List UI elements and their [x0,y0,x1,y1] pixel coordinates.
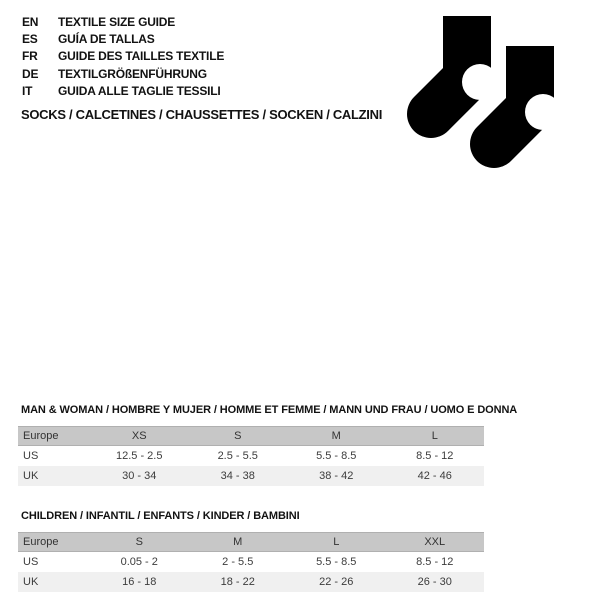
header-cell-region: Europe [23,536,59,548]
size-value: 8.5 - 12 [416,450,454,462]
header-cell-size: M [331,430,341,442]
header-cell-size: S [234,430,242,442]
header-cell-size: L [333,536,340,548]
size-value: 42 - 46 [417,470,452,482]
size-value: 5.5 - 8.5 [316,450,357,462]
language-row-de [22,65,224,82]
size-value: 18 - 22 [220,576,255,588]
size-value: 34 - 38 [220,470,255,482]
row-label: US [23,450,39,462]
table-header-row [18,426,484,446]
language-row-es [22,30,224,47]
language-row-it [22,82,224,99]
language-label: GUIDA ALLE TAGLIE TESSILI [58,83,221,98]
language-list [22,13,224,99]
language-row-fr [22,48,224,65]
language-code: EN [22,14,39,29]
language-code: ES [22,31,38,46]
size-value: 26 - 30 [417,576,452,588]
size-table-children [18,532,484,592]
header-cell-region: Europe [23,430,59,442]
language-label: GUÍA DE TALLAS [58,31,155,46]
size-value: 5.5 - 8.5 [316,556,357,568]
size-value: 2 - 5.5 [222,556,254,568]
man-woman-size-section [18,404,518,486]
language-code: DE [22,66,39,81]
row-label: US [23,556,39,568]
header-cell-size: M [233,536,243,548]
language-label: TEXTILE SIZE GUIDE [58,14,176,29]
table-row-uk [18,572,484,592]
size-value: 8.5 - 12 [416,556,454,568]
header-cell-size: L [431,430,438,442]
size-value: 16 - 18 [122,576,157,588]
row-label: UK [23,470,39,482]
table-header-row [18,532,484,552]
table-row-us [18,446,484,466]
language-code: IT [22,83,33,98]
row-label: UK [23,576,39,588]
table-row-uk [18,466,484,486]
size-table-title-man-woman: MAN & WOMAN / HOMBRE Y MUJER / HOMME ET FEMME / MANN UND FRAU / UOMO E DONNA [21,404,518,416]
category-heading: SOCKS / CALCETINES / CHAUSSETTES / SOCKEN / CALZINI [21,107,383,122]
size-value: 38 - 42 [319,470,354,482]
header-cell-size: XXL [424,536,446,548]
size-value: 0.05 - 2 [120,556,158,568]
size-value: 30 - 34 [122,470,157,482]
size-table-man-woman [18,426,484,486]
table-row-us [18,552,484,572]
size-table-title-children: CHILDREN / INFANTIL / ENFANTS / KINDER / BAMBINI [21,510,300,522]
language-row-en [22,13,224,30]
children-size-section [18,510,484,592]
header-cell-size: S [135,536,143,548]
language-code: FR [22,49,38,64]
language-label: TEXTILGRÖßENFÜHRUNG [58,66,207,81]
size-value: 2.5 - 5.5 [217,450,258,462]
socks-icon [403,10,565,182]
language-label: GUIDE DES TAILLES TEXTILE [58,49,225,64]
size-value: 22 - 26 [319,576,354,588]
header-cell-size: XS [131,430,147,442]
size-value: 12.5 - 2.5 [116,450,163,462]
